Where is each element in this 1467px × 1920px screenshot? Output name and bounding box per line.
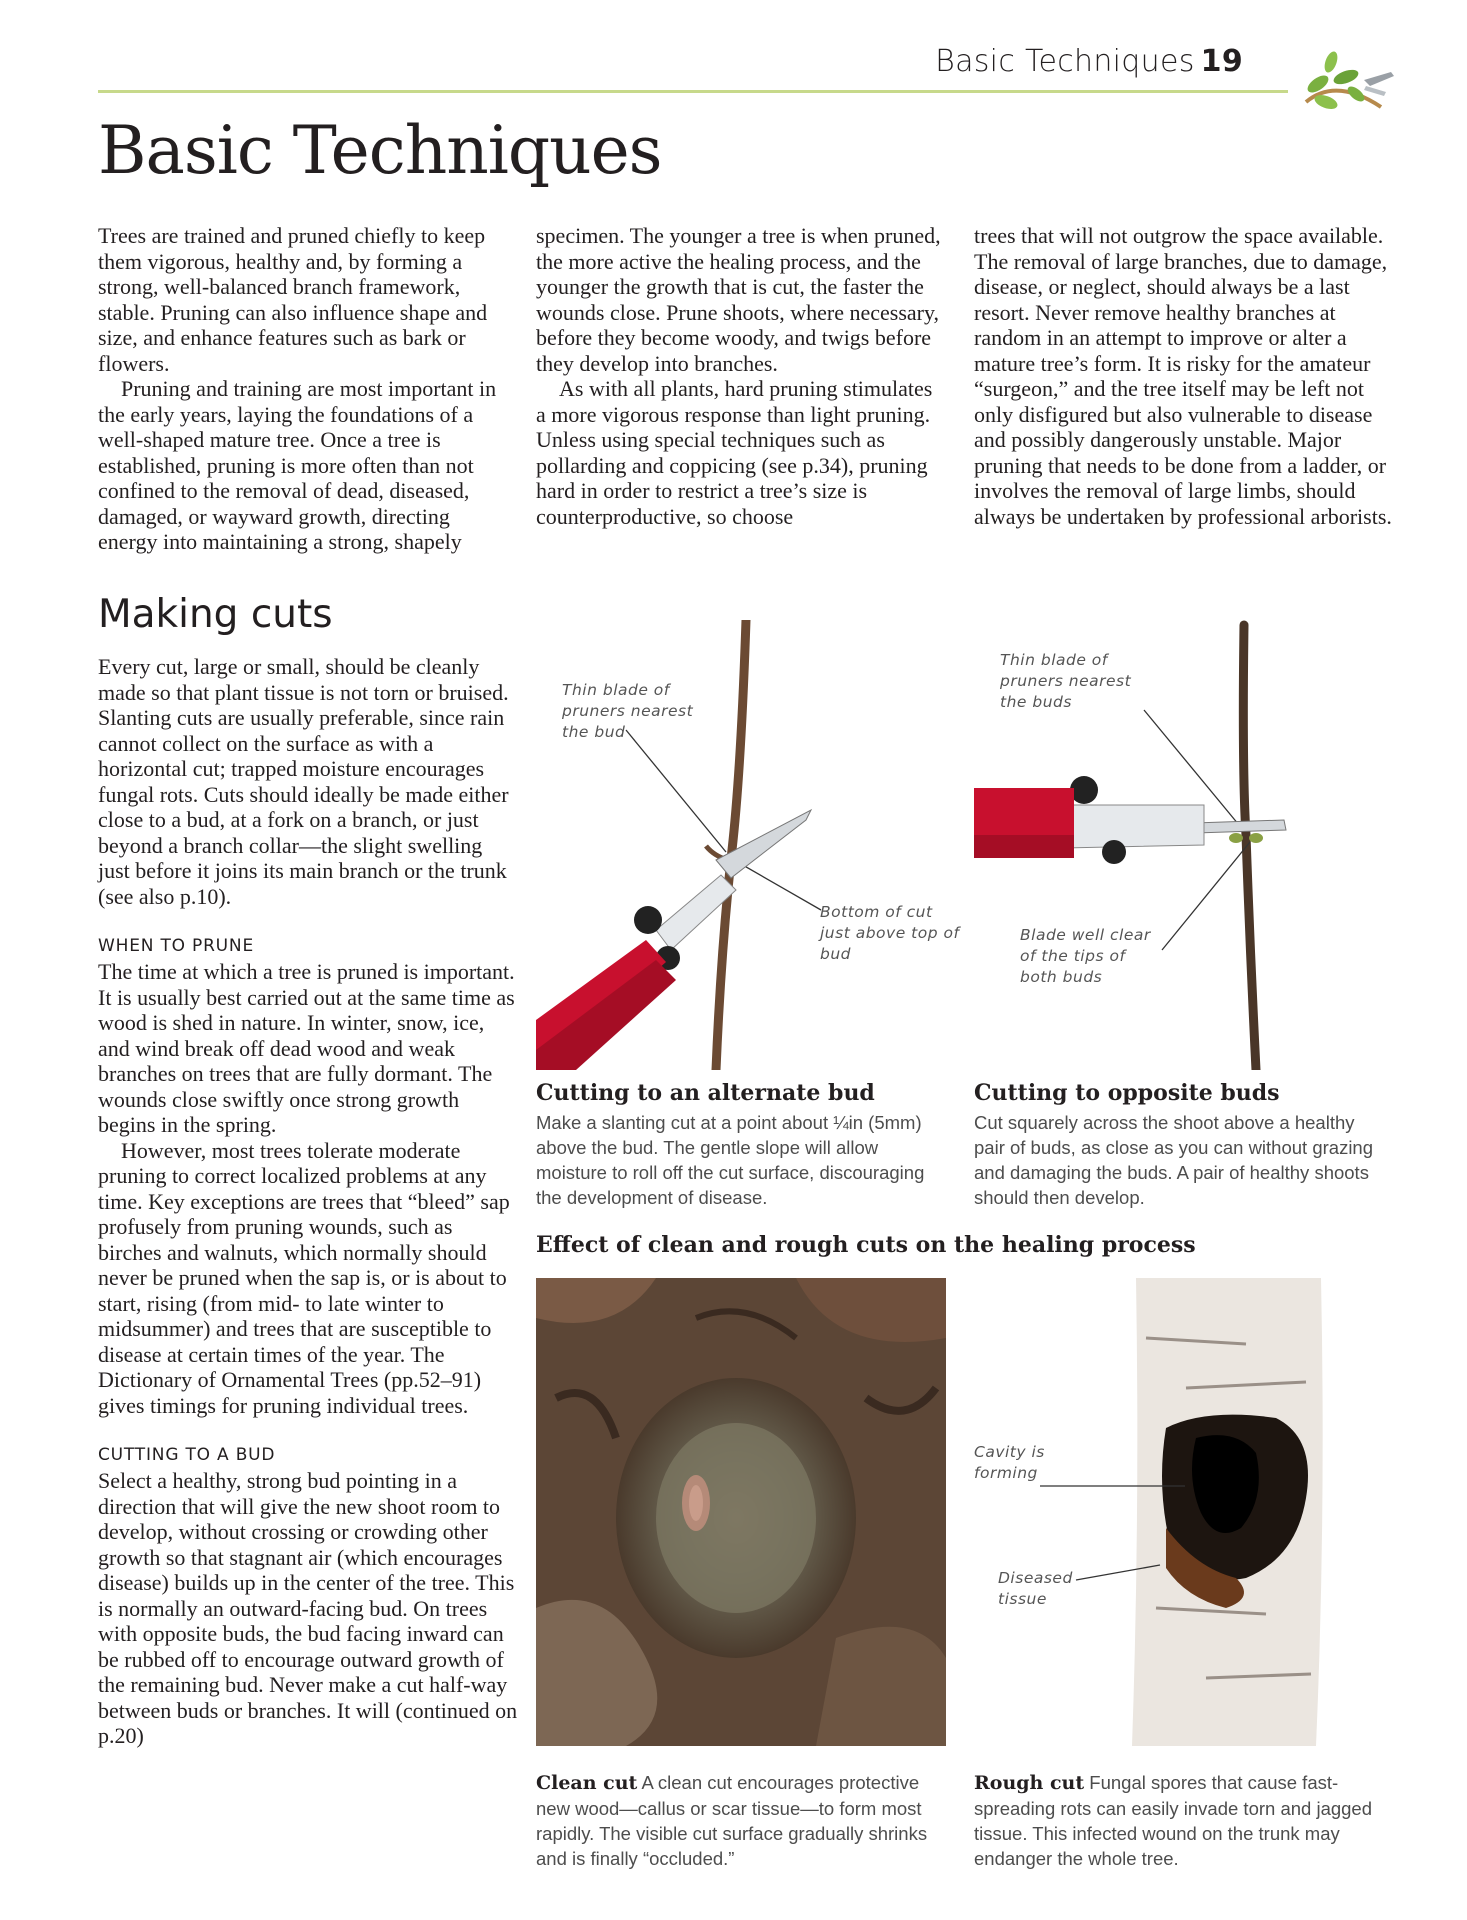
running-header: [98, 40, 1288, 93]
subheading-cutting-to-a-bud: CUTTING TO A BUD: [98, 1445, 276, 1465]
intro-column-1: [98, 223, 508, 555]
intro-paragraph: As with all plants, hard pruning stimulates a more vigorous response than light pruning. Unless using special techniques such as pollarding and coppicing (see p.34), pruning hard in order to restrict a tree’s size is counterproductive, so choose: [536, 376, 933, 529]
effect-heading: Effect of clean and rough cuts on the healing process: [536, 1232, 1196, 1258]
making-cuts-column: [98, 654, 518, 1749]
photo-clean-cut: [536, 1278, 946, 1746]
running-title-text: Basic Techniques: [935, 44, 1195, 79]
page-number: 19: [1200, 44, 1243, 79]
figure-title-opposite-buds: Cutting to opposite buds: [974, 1080, 1280, 1106]
caption-title-rough-cut: Rough cut: [974, 1772, 1085, 1794]
intro-column-2: [536, 223, 946, 529]
label-bottom-of-cut: Bottom of cut just above top of bud: [820, 903, 960, 963]
section-heading-making-cuts: Making cuts: [98, 592, 333, 637]
caption-text-rough-cut: Fungal spores that cause fast-spreading rots can easily invade torn and jagged tissue. This infected wound on the trunk may endanger the whole tree.: [974, 1772, 1373, 1869]
figure-caption-opposite-buds: Cut squarely across the shoot above a healthy pair of buds, as close as you can without grazing and damaging the buds. A pair of healthy shoots should then develop.: [974, 1112, 1374, 1208]
when-to-prune-paragraph: However, most trees tolerate moderate pruning to correct localized problems at any time. Key exceptions are trees that “bleed” sap profusely from pruning wounds, such as birches and walnuts, which normally should never be pruned when the sap is, or is about to start, rising (from mid- to late winter to midsummer) and trees that are susceptible to disease at certain times of the year. The Dictionary of Ornamental Trees (pp.52–91) gives timings for pruning individual trees.: [98, 1137, 510, 1418]
label-blade-well-clear: Blade well clear of the tips of both buds: [1020, 926, 1151, 986]
leaf-sprig-pruner-icon: [1286, 32, 1396, 117]
cutting-to-a-bud-paragraph: Select a healthy, strong bud pointing in a direction that will give the new shoot room to develop, without crossing or crowding other growth so that stagnant air (which encourages disease) builds up in the center of the tree. This is normally an outward-facing bud. On trees with opposite buds, the bud facing inward can be rubbed off to encourage outward growth of the remaining bud. Never make a cut half-way between buds or branches. It will (continued on p.20): [98, 1468, 518, 1748]
when-to-prune-paragraph: The time at which a tree is pruned is important. It is usually best carried out at the same time as wood is shed in nature. In winter, snow, ice, and wind break off dead wood and weak branches on trees that are fully dormant. The wounds close swiftly once strong growth begins in the spring.: [98, 959, 515, 1137]
figure-title-alternate-bud: Cutting to an alternate bud: [536, 1080, 875, 1106]
intro-paragraph: specimen. The younger a tree is when pruned, the more active the healing process, and the younger the growth that is cut, the faster the wounds close. Prune shoots, where necessary, before they become woody, and twigs before they develop into branches.: [536, 223, 941, 376]
intro-paragraph: Pruning and training are most important in the early years, laying the foundations of a well-shaped mature tree. Once a tree is established, pruning is more often than not confined to the removal of dead, diseased, damaged, or wayward growth, directing energy into maintaining a strong, shapely: [98, 376, 497, 554]
rough-cut-leader-lines: [1040, 1470, 1190, 1600]
running-title: [935, 44, 1243, 79]
label-thin-blade-buds: Thin blade of pruners nearest the buds: [1000, 651, 1132, 711]
caption-clean-cut: [536, 1770, 956, 1871]
subheading-when-to-prune: WHEN TO PRUNE: [98, 936, 254, 956]
caption-rough-cut: [974, 1770, 1384, 1871]
making-cuts-intro: Every cut, large or small, should be cleanly made so that plant tissue is not torn or bruised. Slanting cuts are usually preferable, since rain cannot collect on the surface as with a horizontal cut; trapped moisture encourages fungal rots. Cuts should ideally be made either close to a bud, at a fork on a branch, or just beyond a branch collar—the slight swelling just before it joins its main branch or the trunk (see also p.10).: [98, 654, 509, 909]
intro-paragraph: Trees are trained and pruned chiefly to keep them vigorous, healthy and, by forming a strong, well-balanced branch framework, stable. Pruning can also influence shape and size, and enhance features such as bark or flowers.: [98, 223, 488, 376]
figure-caption-alternate-bud: Make a slanting cut at a point about ¼in (5mm) above the bud. The gentle slope will allow moisture to roll off the cut surface, discouraging the development of disease.: [536, 1112, 925, 1208]
intro-column-3: [974, 223, 1394, 529]
caption-text-clean-cut: A clean cut encourages protective new wood—callus or scar tissue—to form most rapidly. The visible cut surface gradually shrinks and is finally “occluded.”: [536, 1772, 928, 1869]
intro-paragraph: trees that will not outgrow the space available. The removal of large branches, due to damage, disease, or neglect, should always be a last resort. Never remove healthy branches at random in an attempt to improve or alter a mature tree’s form. It is risky for the amateur “surgeon,” and the tree itself may be left not only disfigured but also vulnerable to disease and possibly dangerously unstable. Major pruning that needs to be done from a ladder, or involves the removal of large limbs, should always be undertaken by professional arborists.: [974, 223, 1392, 529]
label-diseased-tissue: Diseased tissue: [998, 1569, 1073, 1608]
caption-title-clean-cut: Clean cut: [536, 1772, 638, 1794]
page-title: Basic Techniques: [98, 112, 662, 189]
label-cavity-forming: Cavity is forming: [974, 1443, 1045, 1482]
label-thin-blade-bud: Thin blade of pruners nearest the bud: [562, 681, 694, 741]
clean-cut-bark-photo: [536, 1278, 946, 1746]
